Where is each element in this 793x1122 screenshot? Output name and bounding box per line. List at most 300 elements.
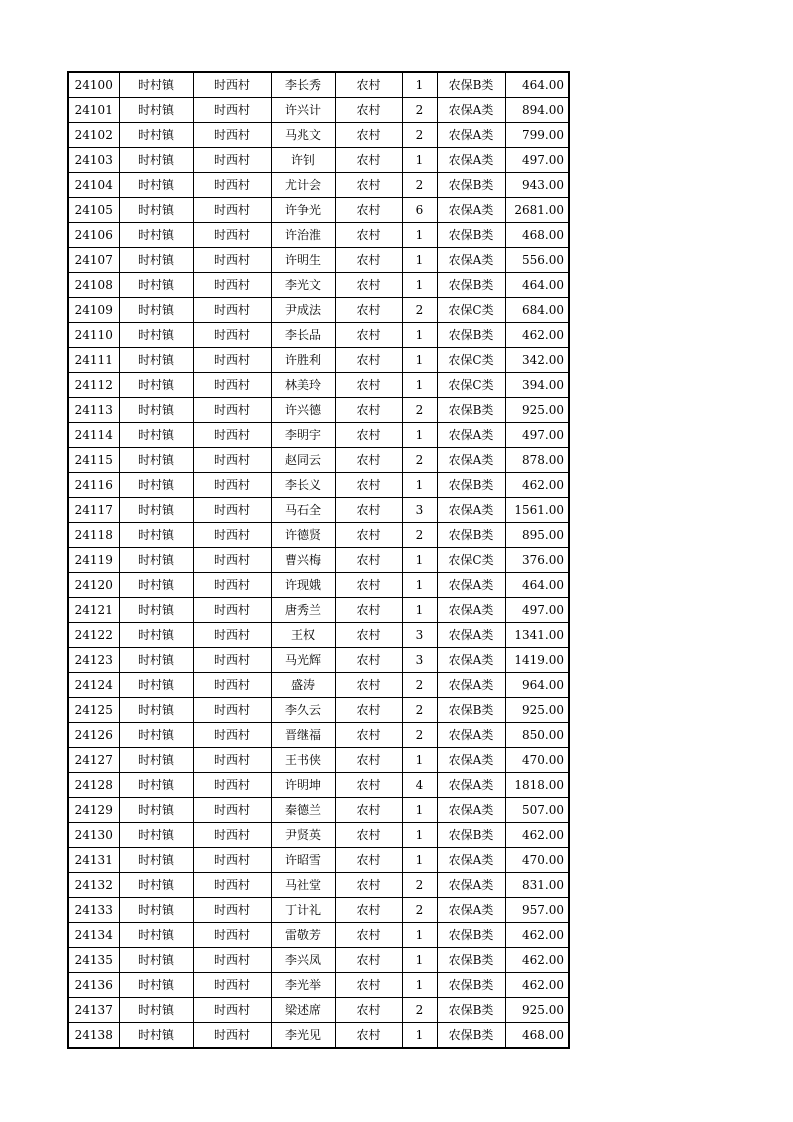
count-cell: 1 [402,323,437,348]
id-cell: 24124 [68,673,119,698]
amount-cell: 925.00 [505,398,569,423]
amount-cell: 684.00 [505,298,569,323]
type-cell: 农村 [335,173,402,198]
id-cell: 24123 [68,648,119,673]
village-cell: 时西村 [193,948,271,973]
id-cell: 24111 [68,348,119,373]
count-cell: 2 [402,98,437,123]
table-row [68,198,569,223]
category-cell: 农保A类 [437,598,505,623]
amount-cell: 943.00 [505,173,569,198]
amount-cell: 468.00 [505,223,569,248]
table-row [68,323,569,348]
id-cell: 24129 [68,798,119,823]
category-cell: 农保A类 [437,773,505,798]
id-cell: 24119 [68,548,119,573]
name-cell: 李兴凤 [271,948,335,973]
village-cell: 时西村 [193,373,271,398]
category-cell: 农保A类 [437,848,505,873]
category-cell: 农保B类 [437,998,505,1023]
category-cell: 农保A类 [437,123,505,148]
town-cell: 时村镇 [119,72,193,98]
name-cell: 许昭雪 [271,848,335,873]
type-cell: 农村 [335,223,402,248]
count-cell: 1 [402,923,437,948]
table-row [68,273,569,298]
category-cell: 农保A类 [437,748,505,773]
village-cell: 时西村 [193,673,271,698]
table-row [68,298,569,323]
amount-cell: 878.00 [505,448,569,473]
type-cell: 农村 [335,748,402,773]
table-row [68,623,569,648]
category-cell: 农保B类 [437,223,505,248]
name-cell: 尤计会 [271,173,335,198]
count-cell: 2 [402,398,437,423]
type-cell: 农村 [335,348,402,373]
amount-cell: 507.00 [505,798,569,823]
table-row [68,598,569,623]
type-cell: 农村 [335,573,402,598]
count-cell: 2 [402,873,437,898]
id-cell: 24102 [68,123,119,148]
table-row [68,173,569,198]
amount-cell: 925.00 [505,698,569,723]
name-cell: 李长秀 [271,72,335,98]
type-cell: 农村 [335,298,402,323]
table-row [68,573,569,598]
type-cell: 农村 [335,448,402,473]
village-cell: 时西村 [193,623,271,648]
name-cell: 梁述席 [271,998,335,1023]
table-row [68,773,569,798]
name-cell: 许明坤 [271,773,335,798]
name-cell: 马兆文 [271,123,335,148]
type-cell: 农村 [335,1023,402,1049]
id-cell: 24108 [68,273,119,298]
name-cell: 许德贤 [271,523,335,548]
town-cell: 时村镇 [119,948,193,973]
category-cell: 农保B类 [437,923,505,948]
id-cell: 24109 [68,298,119,323]
table-row [68,98,569,123]
category-cell: 农保A类 [437,198,505,223]
category-cell: 农保A类 [437,423,505,448]
id-cell: 24126 [68,723,119,748]
amount-cell: 497.00 [505,423,569,448]
count-cell: 2 [402,898,437,923]
type-cell: 农村 [335,498,402,523]
town-cell: 时村镇 [119,298,193,323]
town-cell: 时村镇 [119,248,193,273]
amount-cell: 957.00 [505,898,569,923]
category-cell: 农保B类 [437,273,505,298]
amount-cell: 556.00 [505,248,569,273]
type-cell: 农村 [335,473,402,498]
amount-cell: 462.00 [505,323,569,348]
village-cell: 时西村 [193,773,271,798]
type-cell: 农村 [335,648,402,673]
name-cell: 唐秀兰 [271,598,335,623]
name-cell: 李光见 [271,1023,335,1049]
name-cell: 许明生 [271,248,335,273]
name-cell: 晋继福 [271,723,335,748]
amount-cell: 497.00 [505,598,569,623]
category-cell: 农保A类 [437,898,505,923]
id-cell: 24103 [68,148,119,173]
village-cell: 时西村 [193,298,271,323]
type-cell: 农村 [335,548,402,573]
count-cell: 1 [402,973,437,998]
amount-cell: 470.00 [505,848,569,873]
name-cell: 秦德兰 [271,798,335,823]
table-row [68,473,569,498]
count-cell: 2 [402,298,437,323]
type-cell: 农村 [335,423,402,448]
count-cell: 1 [402,748,437,773]
count-cell: 2 [402,698,437,723]
count-cell: 2 [402,173,437,198]
town-cell: 时村镇 [119,698,193,723]
count-cell: 1 [402,598,437,623]
type-cell: 农村 [335,598,402,623]
amount-cell: 799.00 [505,123,569,148]
type-cell: 农村 [335,948,402,973]
town-cell: 时村镇 [119,548,193,573]
type-cell: 农村 [335,623,402,648]
category-cell: 农保A类 [437,648,505,673]
village-cell: 时西村 [193,598,271,623]
count-cell: 2 [402,448,437,473]
village-cell: 时西村 [193,123,271,148]
town-cell: 时村镇 [119,823,193,848]
id-cell: 24117 [68,498,119,523]
category-cell: 农保B类 [437,698,505,723]
type-cell: 农村 [335,698,402,723]
type-cell: 农村 [335,198,402,223]
table-row [68,148,569,173]
amount-cell: 1818.00 [505,773,569,798]
amount-cell: 462.00 [505,823,569,848]
count-cell: 1 [402,72,437,98]
table-row [68,923,569,948]
village-cell: 时西村 [193,348,271,373]
id-cell: 24106 [68,223,119,248]
table-row [68,523,569,548]
count-cell: 3 [402,648,437,673]
count-cell: 1 [402,1023,437,1049]
count-cell: 1 [402,548,437,573]
category-cell: 农保B类 [437,523,505,548]
count-cell: 2 [402,723,437,748]
type-cell: 农村 [335,673,402,698]
village-cell: 时西村 [193,248,271,273]
name-cell: 马社堂 [271,873,335,898]
town-cell: 时村镇 [119,448,193,473]
table-row [68,223,569,248]
id-cell: 24125 [68,698,119,723]
amount-cell: 1419.00 [505,648,569,673]
name-cell: 李明宇 [271,423,335,448]
count-cell: 6 [402,198,437,223]
id-cell: 24136 [68,973,119,998]
name-cell: 李光文 [271,273,335,298]
type-cell: 农村 [335,848,402,873]
table-row [68,973,569,998]
count-cell: 1 [402,148,437,173]
type-cell: 农村 [335,248,402,273]
village-cell: 时西村 [193,273,271,298]
id-cell: 24113 [68,398,119,423]
category-cell: 农保B类 [437,72,505,98]
id-cell: 24115 [68,448,119,473]
table-row [68,1023,569,1049]
town-cell: 时村镇 [119,798,193,823]
type-cell: 农村 [335,98,402,123]
count-cell: 3 [402,623,437,648]
category-cell: 农保B类 [437,948,505,973]
category-cell: 农保A类 [437,98,505,123]
town-cell: 时村镇 [119,373,193,398]
id-cell: 24107 [68,248,119,273]
town-cell: 时村镇 [119,898,193,923]
village-cell: 时西村 [193,398,271,423]
id-cell: 24133 [68,898,119,923]
type-cell: 农村 [335,823,402,848]
type-cell: 农村 [335,873,402,898]
category-cell: 农保A类 [437,623,505,648]
id-cell: 24101 [68,98,119,123]
name-cell: 许争光 [271,198,335,223]
town-cell: 时村镇 [119,873,193,898]
count-cell: 1 [402,273,437,298]
category-cell: 农保A类 [437,873,505,898]
town-cell: 时村镇 [119,273,193,298]
table-row [68,248,569,273]
amount-cell: 1341.00 [505,623,569,648]
table-row [68,498,569,523]
name-cell: 李长品 [271,323,335,348]
id-cell: 24100 [68,72,119,98]
table-row [68,723,569,748]
type-cell: 农村 [335,798,402,823]
count-cell: 2 [402,123,437,148]
amount-cell: 462.00 [505,973,569,998]
village-cell: 时西村 [193,423,271,448]
town-cell: 时村镇 [119,673,193,698]
category-cell: 农保A类 [437,798,505,823]
table-row [68,348,569,373]
category-cell: 农保B类 [437,1023,505,1049]
name-cell: 李光举 [271,973,335,998]
village-cell: 时西村 [193,548,271,573]
type-cell: 农村 [335,123,402,148]
village-cell: 时西村 [193,923,271,948]
amount-cell: 342.00 [505,348,569,373]
table-row [68,72,569,98]
amount-cell: 464.00 [505,273,569,298]
type-cell: 农村 [335,72,402,98]
town-cell: 时村镇 [119,523,193,548]
id-cell: 24134 [68,923,119,948]
category-cell: 农保A类 [437,148,505,173]
table-row [68,123,569,148]
name-cell: 雷敬芳 [271,923,335,948]
table-row [68,873,569,898]
village-cell: 时西村 [193,173,271,198]
type-cell: 农村 [335,373,402,398]
count-cell: 4 [402,773,437,798]
type-cell: 农村 [335,973,402,998]
village-cell: 时西村 [193,223,271,248]
village-cell: 时西村 [193,498,271,523]
name-cell: 尹成法 [271,298,335,323]
table-row [68,823,569,848]
id-cell: 24121 [68,598,119,623]
name-cell: 赵同云 [271,448,335,473]
town-cell: 时村镇 [119,748,193,773]
name-cell: 许现娥 [271,573,335,598]
table-row [68,398,569,423]
id-cell: 24104 [68,173,119,198]
town-cell: 时村镇 [119,348,193,373]
table-body [68,72,569,1048]
category-cell: 农保A类 [437,673,505,698]
category-cell: 农保B类 [437,323,505,348]
town-cell: 时村镇 [119,148,193,173]
type-cell: 农村 [335,398,402,423]
name-cell: 丁计礼 [271,898,335,923]
id-cell: 24138 [68,1023,119,1049]
table-row [68,373,569,398]
table-row [68,673,569,698]
village-cell: 时西村 [193,573,271,598]
id-cell: 24120 [68,573,119,598]
category-cell: 农保A类 [437,498,505,523]
town-cell: 时村镇 [119,323,193,348]
amount-cell: 468.00 [505,1023,569,1049]
type-cell: 农村 [335,323,402,348]
category-cell: 农保B类 [437,473,505,498]
name-cell: 李长义 [271,473,335,498]
id-cell: 24116 [68,473,119,498]
amount-cell: 470.00 [505,748,569,773]
name-cell: 王书侠 [271,748,335,773]
count-cell: 2 [402,673,437,698]
count-cell: 2 [402,523,437,548]
table-row [68,848,569,873]
name-cell: 王权 [271,623,335,648]
amount-cell: 895.00 [505,523,569,548]
town-cell: 时村镇 [119,198,193,223]
category-cell: 农保C类 [437,548,505,573]
count-cell: 1 [402,823,437,848]
amount-cell: 850.00 [505,723,569,748]
type-cell: 农村 [335,723,402,748]
town-cell: 时村镇 [119,473,193,498]
table-row [68,548,569,573]
village-cell: 时西村 [193,473,271,498]
id-cell: 24112 [68,373,119,398]
id-cell: 24135 [68,948,119,973]
type-cell: 农村 [335,773,402,798]
table-row [68,698,569,723]
town-cell: 时村镇 [119,223,193,248]
village-cell: 时西村 [193,698,271,723]
category-cell: 农保A类 [437,448,505,473]
village-cell: 时西村 [193,1023,271,1049]
amount-cell: 462.00 [505,948,569,973]
category-cell: 农保A类 [437,723,505,748]
category-cell: 农保B类 [437,823,505,848]
count-cell: 3 [402,498,437,523]
amount-cell: 831.00 [505,873,569,898]
id-cell: 24118 [68,523,119,548]
village-cell: 时西村 [193,323,271,348]
village-cell: 时西村 [193,148,271,173]
town-cell: 时村镇 [119,648,193,673]
type-cell: 农村 [335,148,402,173]
amount-cell: 925.00 [505,998,569,1023]
category-cell: 农保C类 [437,348,505,373]
table-row [68,948,569,973]
amount-cell: 464.00 [505,573,569,598]
category-cell: 农保B类 [437,973,505,998]
table-row [68,423,569,448]
village-cell: 时西村 [193,448,271,473]
village-cell: 时西村 [193,898,271,923]
id-cell: 24110 [68,323,119,348]
town-cell: 时村镇 [119,773,193,798]
count-cell: 1 [402,348,437,373]
count-cell: 1 [402,373,437,398]
count-cell: 1 [402,223,437,248]
name-cell: 马光辉 [271,648,335,673]
count-cell: 1 [402,798,437,823]
category-cell: 农保C类 [437,298,505,323]
village-cell: 时西村 [193,798,271,823]
amount-cell: 2681.00 [505,198,569,223]
village-cell: 时西村 [193,873,271,898]
category-cell: 农保C类 [437,373,505,398]
village-cell: 时西村 [193,72,271,98]
village-cell: 时西村 [193,648,271,673]
name-cell: 曹兴梅 [271,548,335,573]
id-cell: 24131 [68,848,119,873]
name-cell: 盛涛 [271,673,335,698]
name-cell: 尹贤英 [271,823,335,848]
name-cell: 李久云 [271,698,335,723]
town-cell: 时村镇 [119,598,193,623]
table-row [68,898,569,923]
amount-cell: 462.00 [505,473,569,498]
amount-cell: 376.00 [505,548,569,573]
table-row [68,998,569,1023]
category-cell: 农保B类 [437,398,505,423]
count-cell: 2 [402,998,437,1023]
name-cell: 林美玲 [271,373,335,398]
town-cell: 时村镇 [119,1023,193,1049]
town-cell: 时村镇 [119,623,193,648]
village-cell: 时西村 [193,748,271,773]
category-cell: 农保A类 [437,248,505,273]
id-cell: 24114 [68,423,119,448]
id-cell: 24137 [68,998,119,1023]
amount-cell: 1561.00 [505,498,569,523]
town-cell: 时村镇 [119,123,193,148]
id-cell: 24128 [68,773,119,798]
id-cell: 24127 [68,748,119,773]
